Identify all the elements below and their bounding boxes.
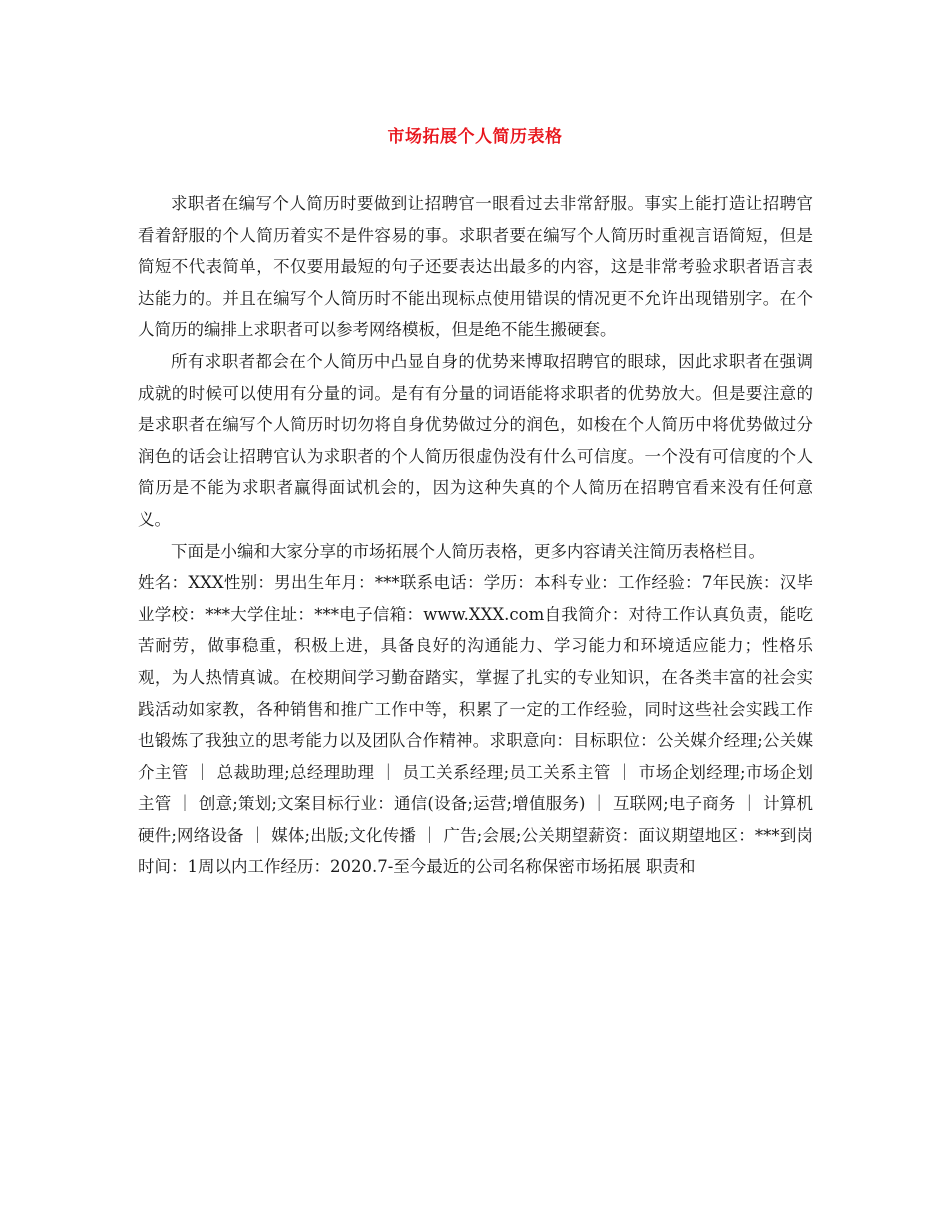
paragraph-share: 下面是小编和大家分享的市场拓展个人简历表格，更多内容请关注简历表格栏目。 — [171, 541, 765, 561]
paragraph-intro: 求职者在编写个人简历时要做到让招聘官一眼看过去非常舒服。事实上能打造让招聘官看着舒服的个人简历着实不是件容易的事。求职者要在编写个人简历时重视言语简短，但是简短不代表简单，不仅要用最短的句子还要表达出最多的内容，这是非常考验求职者语言表达能力的。并且在编写个人简历时不能出现标点使用错误的情况更不允许出现错别字。在个人简历的编排上求职者可以参考网络模板，但是绝不能生搬硬套。 — [138, 194, 813, 340]
page-title: 市场拓展个人简历表格 — [387, 127, 563, 147]
document-body — [138, 188, 813, 883]
resume-profile: 姓名：XXX性别：男出生年月：***联系电话：学历：本科专业：工作经验：7年民族：汉毕业学校：***大学住址：***电子信箱：www.XXX.com自我简介：对待工作认真负责，能吃苦耐劳，做事稳重，积极上进，具备良好的沟通能力、学习能力和环境适应能力；性格乐观，为人热情真诚。在校期间学习勤奋踏实，掌握了扎实的专业知识，在各类丰富的社会实践活动如家教，各种销售和推广工作中等，积累了一定的工作经验，同时这些社会实践工作也锻炼了我独立的思考能力以及团队合作精神。求职意向：目标职位：公关媒介经理;公关媒介主管 ｜ 总裁助理;总经理助理 ｜ 员工关系经理;员工关系主管 ｜ 市场企划经理;市场企划主管 ｜ 创意;策划;文案目标行业：通信(设备;运营;增值服务) ｜ 互联网;电子商务 ｜ 计算机硬件;网络设备 ｜ 媒体;出版;文化传播 ｜ 广告;会展;公关期望薪资：面议期望地区：***到岗时间：1周以内工作经历：2020.7-至今最近的公司名称保密市场拓展 职责和 — [138, 573, 813, 877]
paragraph-advantages: 所有求职者都会在个人简历中凸显自身的优势来博取招聘官的眼球，因此求职者在强调成就的时候可以使用有分量的词。是有有分量的词语能将求职者的优势放大。但是要注意的是求职者在编写个人简历时切勿将自身优势做过分的润色，如梭在个人简历中将优势做过分润色的话会让招聘官认为求职者的个人简历很虚伪没有什么可信度。一个没有可信度的个人简历是不能为求职者赢得面试机会的，因为这种失真的个人简历在招聘官看来没有任何意义。 — [138, 351, 813, 529]
